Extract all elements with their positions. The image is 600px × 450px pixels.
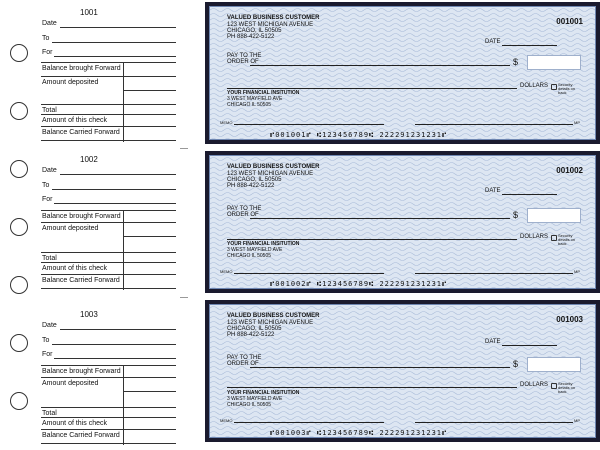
stub-for-label: For — [42, 49, 53, 56]
date-line[interactable] — [502, 194, 557, 195]
check-2 — [205, 151, 600, 293]
bank-address2: CHICAGO IL 50505 — [227, 253, 272, 259]
binder-hole-icon — [10, 102, 28, 120]
date-line[interactable] — [502, 345, 557, 346]
stub-to-label: To — [42, 337, 50, 344]
ledger-label: Balance Carried Forward — [42, 277, 120, 284]
stub-to-line[interactable] — [52, 344, 176, 345]
bank-name: YOUR FINANCIAL INSITUTION — [227, 241, 300, 247]
ledger-label: Balance brought Forward — [42, 213, 121, 220]
ledger-label: Amount of this check — [42, 420, 107, 427]
stub-to-line[interactable] — [52, 42, 176, 43]
perforation-mark — [180, 297, 188, 298]
lock-icon — [551, 383, 557, 389]
mp-label: MP — [574, 418, 580, 423]
check-face — [209, 155, 596, 289]
bank-name: YOUR FINANCIAL INSITUTION — [227, 390, 300, 396]
lock-icon — [551, 235, 557, 241]
ledger-label: Balance Carried Forward — [42, 129, 120, 136]
binder-hole-icon — [10, 334, 28, 352]
amount-box[interactable] — [527, 55, 581, 70]
signature-line[interactable] — [415, 273, 573, 274]
bank-address2: CHICAGO IL 50505 — [227, 102, 272, 108]
written-amount-line[interactable] — [227, 239, 517, 240]
ledger-label: Amount deposited — [42, 225, 99, 232]
customer-phone: PH 888-422-5122 — [227, 183, 275, 189]
stub-date-label: Date — [42, 167, 57, 174]
memo-label: MEMO — [220, 120, 233, 125]
binder-hole-icon — [10, 44, 28, 62]
mp-label: MP — [574, 120, 580, 125]
ledger-label: Amount of this check — [42, 265, 107, 272]
ledger-label: Balance Carried Forward — [42, 432, 120, 439]
binder-hole-icon — [10, 218, 28, 236]
security-note: Security details on back — [558, 233, 576, 246]
lock-icon — [551, 84, 557, 90]
ledger-label: Balance brought Forward — [42, 65, 121, 72]
stub-to-label: To — [42, 182, 50, 189]
order-of-label: ORDER OF — [227, 59, 259, 65]
ledger-amount-box[interactable] — [123, 391, 176, 407]
check-face — [209, 304, 596, 438]
binder-hole-icon — [10, 276, 28, 294]
security-note: Security details on back — [558, 381, 576, 394]
dollar-sign: $ — [513, 210, 519, 220]
payee-line[interactable] — [250, 367, 510, 368]
ledger-bottom-line — [41, 443, 176, 444]
ledger-label: Amount deposited — [42, 380, 99, 387]
customer-address1: 123 WEST MICHIGAN AVENUE — [227, 22, 314, 28]
date-label: DATE — [485, 188, 501, 194]
customer-name: VALUED BUSINESS CUSTOMER — [227, 164, 320, 170]
ledger-row-blank — [41, 236, 176, 252]
micr-line: ⑈001002⑈ ⑆123456789⑆ 222291231231⑈ — [270, 280, 448, 288]
ledger-label: Total — [42, 410, 57, 417]
date-line[interactable] — [502, 45, 557, 46]
date-label: DATE — [485, 39, 501, 45]
date-label: DATE — [485, 339, 501, 345]
stub-to-label: To — [42, 35, 50, 42]
customer-name: VALUED BUSINESS CUSTOMER — [227, 313, 320, 319]
check-face — [209, 6, 596, 140]
order-of-label: ORDER OF — [227, 361, 259, 367]
stub-number: 1002 — [80, 155, 98, 164]
pay-to-label: PAY TO THE — [227, 206, 262, 212]
ledger-label: Amount of this check — [42, 117, 107, 124]
amount-box[interactable] — [527, 357, 581, 372]
ledger-label: Total — [42, 255, 57, 262]
ledger-label: Total — [42, 107, 57, 114]
stub-to-line[interactable] — [52, 189, 176, 190]
ledger-label: Amount deposited — [42, 79, 99, 86]
check-number: 001001 — [556, 17, 583, 26]
customer-phone: PH 888-422-5122 — [227, 332, 275, 338]
check-number: 001003 — [556, 315, 583, 324]
bank-name: YOUR FINANCIAL INSITUTION — [227, 90, 300, 96]
check-number: 001002 — [556, 166, 583, 175]
stub-for-line[interactable] — [54, 56, 176, 57]
memo-line[interactable] — [234, 422, 384, 423]
stub-date-label: Date — [42, 322, 57, 329]
pay-to-label: PAY TO THE — [227, 53, 262, 59]
customer-address2: CHICAGO, IL 50505 — [227, 177, 282, 183]
ledger-bottom-line — [41, 288, 176, 289]
stub-for-line[interactable] — [54, 203, 176, 204]
customer-address2: CHICAGO, IL 50505 — [227, 28, 282, 34]
customer-address1: 123 WEST MICHIGAN AVENUE — [227, 320, 314, 326]
ledger-row-blank — [41, 391, 176, 407]
ledger-amount-box[interactable] — [123, 236, 176, 252]
customer-address1: 123 WEST MICHIGAN AVENUE — [227, 171, 314, 177]
micr-line: ⑈001001⑈ ⑆123456789⑆ 222291231231⑈ — [270, 131, 448, 139]
security-note: Security details on back — [558, 82, 576, 95]
payee-line[interactable] — [250, 65, 510, 66]
payee-line[interactable] — [250, 218, 510, 219]
customer-phone: PH 888-422-5122 — [227, 34, 275, 40]
amount-box[interactable] — [527, 208, 581, 223]
memo-label: MEMO — [220, 418, 233, 423]
bank-address2: CHICAGO IL 50505 — [227, 402, 272, 408]
pay-to-label: PAY TO THE — [227, 355, 262, 361]
memo-label: MEMO — [220, 269, 233, 274]
stub-for-line[interactable] — [54, 358, 176, 359]
check-1 — [205, 2, 600, 144]
dollars-label: DOLLARS — [520, 382, 549, 388]
binder-hole-icon — [10, 392, 28, 410]
perforation-mark — [180, 148, 188, 149]
signature-line[interactable] — [415, 422, 573, 423]
stub-date-line[interactable] — [60, 174, 176, 175]
dollars-label: DOLLARS — [520, 83, 549, 89]
bank-address1: 3 WEST MAYFIELD AVE — [227, 396, 283, 402]
check-3 — [205, 300, 600, 442]
written-amount-line[interactable] — [227, 387, 517, 388]
stub-number: 1001 — [80, 8, 98, 17]
written-amount-line[interactable] — [227, 88, 517, 89]
order-of-label: ORDER OF — [227, 212, 259, 218]
customer-address2: CHICAGO, IL 50505 — [227, 326, 282, 332]
signature-line[interactable] — [415, 124, 573, 125]
dollar-sign: $ — [513, 57, 519, 67]
ledger-bottom-line — [41, 140, 176, 141]
stub-date-line[interactable] — [60, 27, 176, 28]
stub-for-label: For — [42, 196, 53, 203]
stub-for-label: For — [42, 351, 53, 358]
ledger-label: Balance brought Forward — [42, 368, 121, 375]
stub-number: 1003 — [80, 310, 98, 319]
customer-name: VALUED BUSINESS CUSTOMER — [227, 15, 320, 21]
bank-address1: 3 WEST MAYFIELD AVE — [227, 96, 283, 102]
dollars-label: DOLLARS — [520, 234, 549, 240]
stub-date-label: Date — [42, 20, 57, 27]
bank-address1: 3 WEST MAYFIELD AVE — [227, 247, 283, 253]
micr-line: ⑈001003⑈ ⑆123456789⑆ 222291231231⑈ — [270, 429, 448, 437]
dollar-sign: $ — [513, 359, 519, 369]
memo-line[interactable] — [234, 273, 384, 274]
memo-line[interactable] — [234, 124, 384, 125]
stub-date-line[interactable] — [60, 329, 176, 330]
mp-label: MP — [574, 269, 580, 274]
binder-hole-icon — [10, 160, 28, 178]
